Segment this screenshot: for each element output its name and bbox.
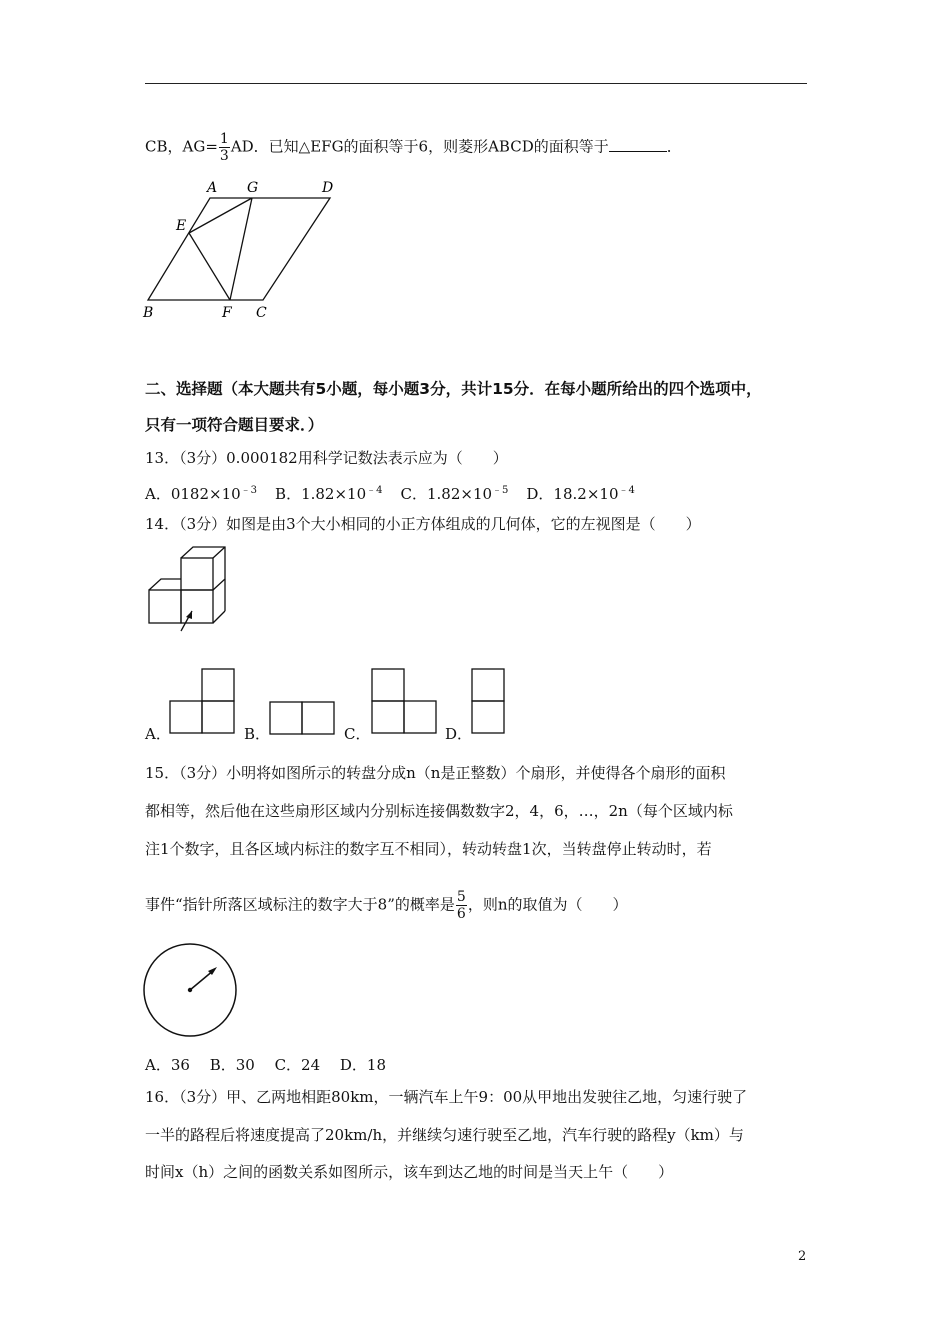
segment-eg [189,198,252,233]
answer-blank [609,137,667,152]
q16-line2: 一半的路程后将速度提高了20km/h，并继续匀速行驶至乙地，汽车行驶的路程y（km）与 [145,1126,744,1144]
label-c: C [256,305,267,321]
spinner-figure [142,943,242,1039]
q16-line3: 时间x（h）之间的函数关系如图所示，该车到达乙地的时间是当天上午（ ） [145,1163,674,1181]
q14-option-a-figure[interactable] [168,667,238,735]
label-d: D [322,180,334,196]
segment-gf [230,198,252,300]
q15-line1: 15．（3分）小明将如图所示的转盘分成n（n是正整数）个扇形，并使得各个扇形的面积 [145,764,726,782]
q14-option-c-label[interactable]: C． [344,725,371,743]
q14-option-a-label[interactable]: A． [145,725,171,743]
q16-line1: 16．（3分）甲、乙两地相距80km，一辆汽车上午9：00从甲地出发驶往乙地，匀速行驶了 [145,1088,748,1106]
q14-option-b-label[interactable]: B． [244,725,271,743]
q12-suffix: AD．已知△EFG的面积等于6，则菱形ABCD的面积等于 [230,137,609,156]
header-rule [145,83,807,84]
q15-line2: 都相等，然后他在这些扇形区域内分别标连接偶数数字2，4，6，…，2n（每个区域内标 [145,802,733,820]
label-a: A [207,180,218,196]
label-e: E [176,218,187,234]
label-b: B [143,305,154,321]
label-g: G [247,180,259,196]
q14-option-b-figure[interactable] [268,700,338,736]
q15-fraction: $\frac{5}{6}$ [456,889,466,922]
q14-option-c-figure[interactable] [370,667,440,735]
section-heading: 二、选择题（本大题共有5小题，每小题3分，共计15分．在每小题所给出的四个选项中， [145,380,762,398]
q15-options: A．36 B．30 C．24 D．18 [145,1056,387,1074]
cube-solid-figure [145,543,235,638]
q15-line3: 注1个数字，且各区域内标注的数字互不相同），转动转盘1次，当转盘停止转动时，若 [145,840,712,858]
rhombus-abcd [148,198,330,300]
page-number: 2 [798,1249,807,1264]
q12-prefix: CB，AG= [145,137,218,156]
q13-stem: 13．（3分）0.000182用科学记数法表示应为（ ） [145,449,508,467]
section-heading-cont: 只有一项符合题目要求．） [145,416,324,434]
q13-options: A．$0182\times 10^{﹣3}$ B．$1.82\times 10^{﹣4}$ C．$1.82\times 10^{﹣5}$ D．$18.2\times 10^{﹣4}$ [145,485,635,503]
q14-stem: 14．（3分）如图是由3个大小相同的小正方体组成的几何体，它的左视图是（ ） [145,515,701,533]
segment-ef [189,233,230,300]
q12-fraction: $\frac{1}{3}$ [219,131,229,164]
q14-option-d-label[interactable]: D． [445,725,473,743]
q12-text: CB，AG= $\frac{1}{3}$ AD．已知△EFG的面积等于6，则菱形ABCD的面积等于 ． [145,131,682,164]
label-f: F [222,305,232,321]
rhombus-diagram [135,175,355,325]
q14-option-d-figure[interactable] [470,667,508,735]
q15-line4: 事件“指针所落区域标注的数字大于8”的概率是 $\frac{5}{6}$ ，则n的取值为（ ） [145,889,628,922]
